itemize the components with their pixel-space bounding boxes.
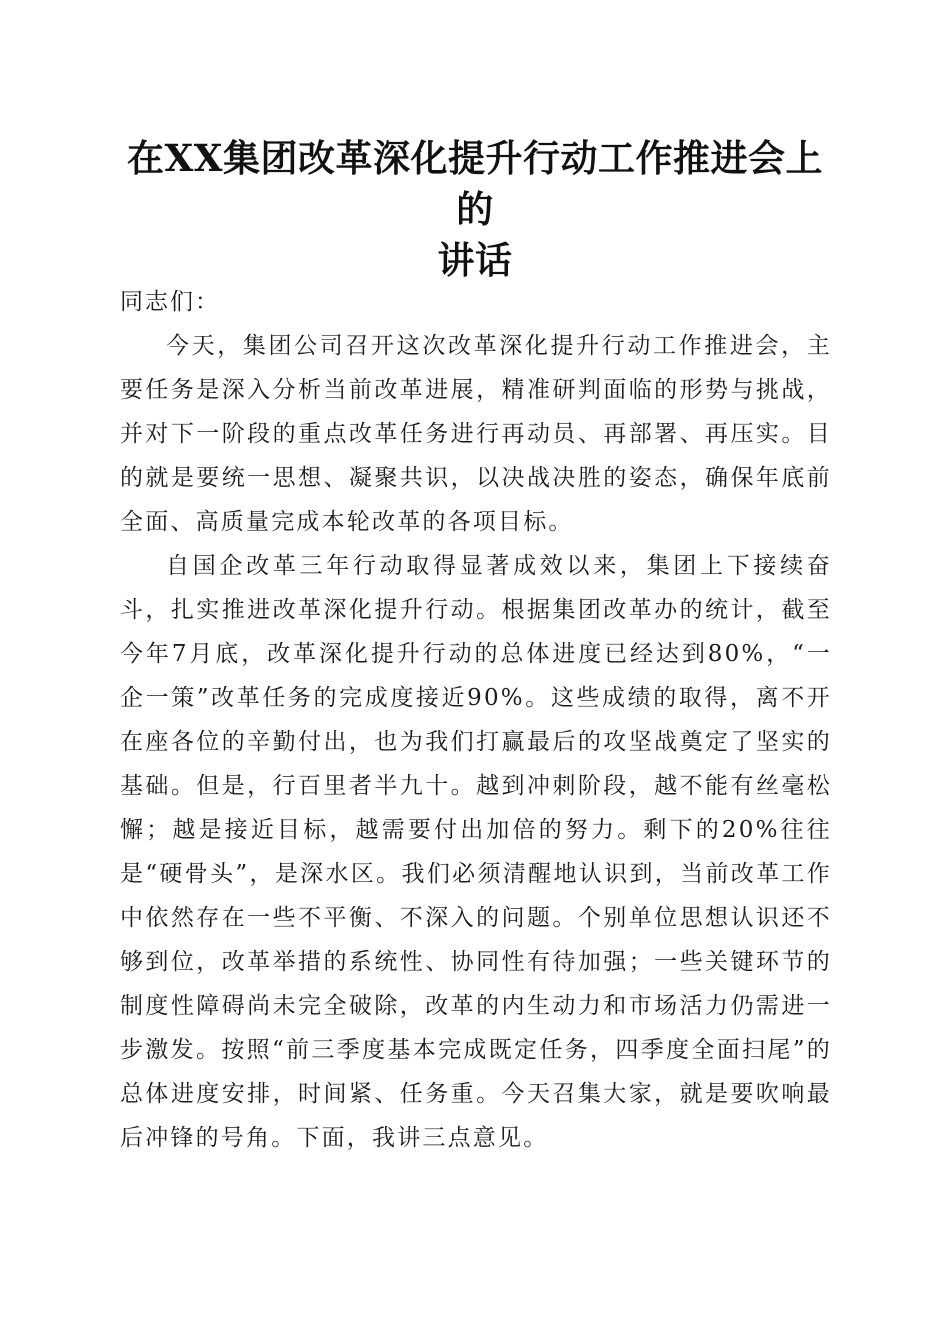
document-title — [110, 133, 840, 286]
document-title-line-1: 在XX集团改革深化提升行动工作推进会上的 — [127, 136, 823, 231]
paragraph-1: 今天，集团公司召开这次改革深化提升行动工作推进会，主要任务是深入分析当前改革进展，精准研判面临的形势与挑战，并对下一阶段的重点改革任务进行再动员、再部署、再压实。目的就是要统一思想、凝聚共识，以决战决胜的姿态，确保年底前全面、高质量完成本轮改革的各项目标。 — [120, 333, 832, 535]
salutation: 同志们： — [120, 289, 220, 315]
document-body — [120, 324, 832, 1160]
paragraph-2: 自国企改革三年行动取得显著成效以来，集团上下接续奋斗，扎实推进改革深化提升行动。根据集团改革办的统计，截至今年7月底，改革深化提升行动的总体进度已经达到80%，“一企一策”改革任务的完成度接近90%。这些成绩的取得，离不开在座各位的辛勤付出，也为我们打赢最后的攻坚战奠定了坚实的基础。但是，行百里者半九十。越到冲刺阶段，越不能有丝毫松懈；越是接近目标，越需要付出加倍的努力。剩下的20%往往是“硬骨头”，是深水区。我们必须清醒地认识到，当前改革工作中依然存在一些不平衡、不深入的问题。个别单位思想认识还不够到位，改革举措的系统性、协同性有待加强；一些关键环节的制度性障碍尚未完全破除，改革的内生动力和市场活力仍需进一步激发。按照“前三季度基本完成既定任务，四季度全面扫尾”的总体进度安排，时间紧、任务重。今天召集大家，就是要吹响最后冲锋的号角。下面，我讲三点意见。 — [120, 553, 832, 1151]
document-title-line-2: 讲话 — [437, 238, 513, 282]
